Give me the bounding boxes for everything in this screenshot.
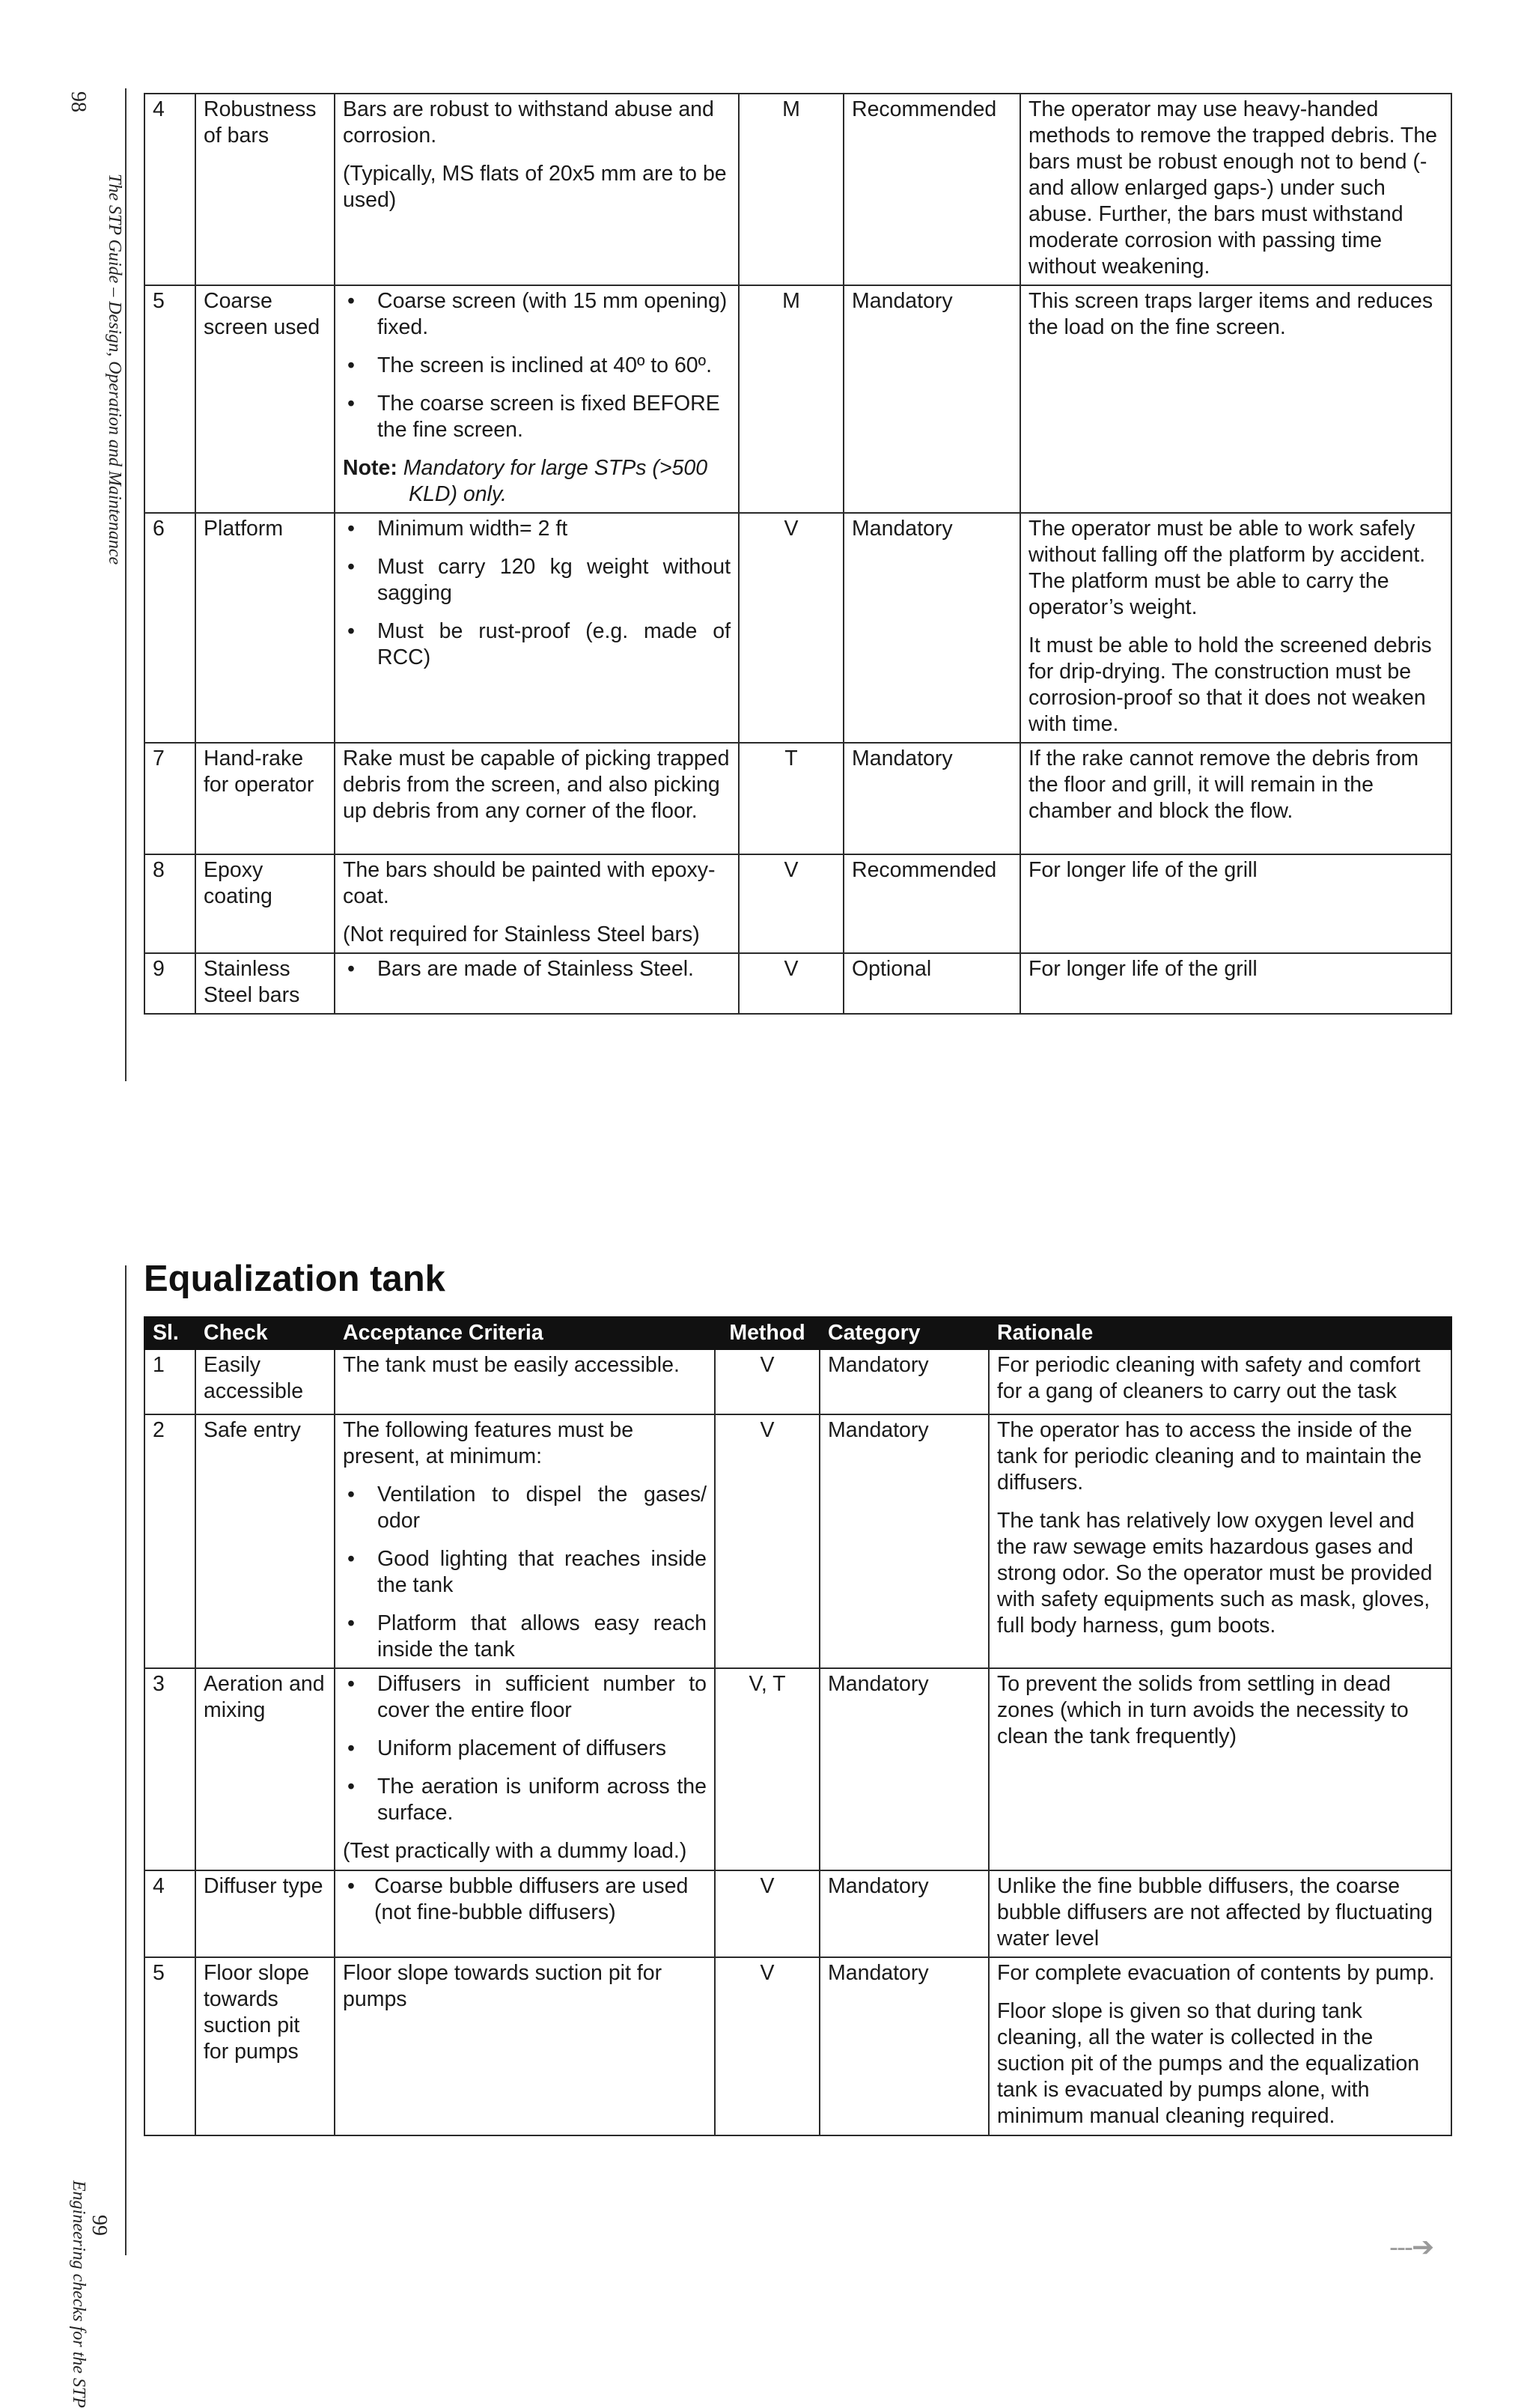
check-name: Platform xyxy=(195,513,335,743)
method: V xyxy=(715,1957,820,2135)
table-row xyxy=(144,854,1451,953)
method: T xyxy=(739,743,844,854)
criteria-text: The following features must be present, at minimum: xyxy=(343,1418,634,1468)
criteria-bullet: • The coarse screen is fixed BEFORE the fine screen. xyxy=(343,391,731,443)
header-rationale: Rationale xyxy=(989,1317,1451,1349)
criteria-text: (Typically, MS flats of 20x5 mm are to be used) xyxy=(343,162,727,212)
row-number: 3 xyxy=(144,1668,195,1870)
header-check: Check xyxy=(195,1317,335,1349)
category: Recommended xyxy=(844,854,1020,953)
rationale xyxy=(989,1414,1451,1668)
category: Mandatory xyxy=(844,513,1020,743)
header-method: Method xyxy=(715,1317,820,1349)
rationale-text: For longer life of the grill xyxy=(1028,957,1258,981)
criteria-text: The bars should be painted with epoxy-coat. xyxy=(343,858,716,908)
rationale-text: This screen traps larger items and reduces the load on the fine screen. xyxy=(1028,289,1433,339)
row-number: 4 xyxy=(144,1870,195,1957)
criteria-bullet: • The screen is inclined at 40º to 60º. xyxy=(343,353,731,379)
row-number: 7 xyxy=(144,743,195,854)
rationale-text: It must be able to hold the screened debris for drip-drying. The construction must be corrosion-proof so that it does not weaken with time. xyxy=(1028,633,1432,736)
check-name: Easily accessible xyxy=(195,1349,335,1414)
method: V xyxy=(715,1870,820,1957)
acceptance-criteria xyxy=(335,1414,715,1668)
screen-checks-table xyxy=(144,93,1452,1015)
note-label: Note: xyxy=(343,456,397,480)
rationale-text: The tank has relatively low oxygen level and the raw sewage emits hazardous gases and strong odor. So the operator must be provided with safety equipments such as mask, gloves, full body harness, gum boots. xyxy=(997,1509,1433,1638)
rationale xyxy=(989,1668,1451,1870)
rationale-text: For complete evacuation of contents by pump. xyxy=(997,1961,1435,1985)
row-number: 2 xyxy=(144,1414,195,1668)
acceptance-criteria xyxy=(335,285,739,513)
category: Mandatory xyxy=(820,1957,989,2135)
right-margin-rule xyxy=(125,1265,127,2255)
criteria-bullet: • Must be rust-proof (e.g. made of RCC) xyxy=(343,618,731,671)
criteria-text: (Not required for Stainless Steel bars) xyxy=(343,922,700,946)
acceptance-criteria xyxy=(335,953,739,1014)
check-name: Robustness of bars xyxy=(195,94,335,285)
rationale-text: The operator may use heavy-handed methods to remove the trapped debris. The bars must be robust enough not to bend (-and allow enlarged gaps-) under such abuse. Further, the bars must withstand moderate corrosion with passing time without weakening. xyxy=(1028,97,1438,279)
criteria-bullet: • Coarse screen (with 15 mm opening) fixed. xyxy=(343,288,731,341)
criteria-bullet: • The aeration is uniform across the surface. xyxy=(343,1774,707,1826)
acceptance-criteria xyxy=(335,854,739,953)
table-row xyxy=(144,1349,1451,1414)
criteria-text: The tank must be easily accessible. xyxy=(343,1353,680,1377)
page-number-left: 98 xyxy=(67,91,90,112)
table-row xyxy=(144,953,1451,1014)
rationale xyxy=(989,1957,1451,2135)
acceptance-criteria xyxy=(335,743,739,854)
table-row xyxy=(144,743,1451,854)
category: Mandatory xyxy=(844,285,1020,513)
rationale xyxy=(989,1870,1451,1957)
rationale xyxy=(1020,743,1451,854)
criteria-text: Bars are robust to withstand abuse and corrosion. xyxy=(343,97,714,148)
table-row xyxy=(144,285,1451,513)
rationale-text: For longer life of the grill xyxy=(1028,858,1258,882)
header-sl: Sl. xyxy=(144,1317,195,1349)
check-name: Diffuser type xyxy=(195,1870,335,1957)
category: Mandatory xyxy=(820,1414,989,1668)
continue-arrow-icon: ---➔ xyxy=(1389,2231,1433,2262)
criteria-bullet: • Good lighting that reaches inside the tank xyxy=(343,1546,707,1599)
criteria-bullet: • Bars are made of Stainless Steel. xyxy=(343,956,731,982)
acceptance-criteria xyxy=(335,1957,715,2135)
row-number: 6 xyxy=(144,513,195,743)
category: Mandatory xyxy=(820,1668,989,1870)
rationale xyxy=(1020,854,1451,953)
table-row xyxy=(144,1668,1451,1870)
row-number: 5 xyxy=(144,1957,195,2135)
rationale xyxy=(1020,94,1451,285)
check-name: Stainless Steel bars xyxy=(195,953,335,1014)
row-number: 5 xyxy=(144,285,195,513)
table-header-row xyxy=(144,1317,1451,1349)
rationale xyxy=(989,1349,1451,1414)
criteria-text: Floor slope towards suction pit for pumps xyxy=(343,1961,662,2011)
method: V xyxy=(715,1349,820,1414)
table-row xyxy=(144,1870,1451,1957)
rationale xyxy=(1020,513,1451,743)
equalization-checks-table xyxy=(144,1316,1452,2136)
check-name: Coarse screen used xyxy=(195,285,335,513)
rationale xyxy=(1020,953,1451,1014)
header-category: Category xyxy=(820,1317,989,1349)
row-number: 1 xyxy=(144,1349,195,1414)
category: Mandatory xyxy=(820,1870,989,1957)
acceptance-criteria xyxy=(335,1668,715,1870)
criteria-bullet: • Platform that allows easy reach inside the tank xyxy=(343,1611,707,1663)
rationale-text: To prevent the solids from settling in dead zones (which in turn avoids the necessity to clean the tank frequently) xyxy=(997,1672,1409,1748)
criteria-note xyxy=(343,455,731,508)
criteria-bullet: • Coarse bubble diffusers are used (not fine-bubble diffusers) xyxy=(343,1873,707,1926)
category: Optional xyxy=(844,953,1020,1014)
method: M xyxy=(739,94,844,285)
method: V xyxy=(739,953,844,1014)
category: Mandatory xyxy=(820,1349,989,1414)
table-row xyxy=(144,1414,1451,1668)
criteria-bullet: • Uniform placement of diffusers xyxy=(343,1736,707,1762)
criteria-text: (Test practically with a dummy load.) xyxy=(343,1839,687,1863)
row-number: 4 xyxy=(144,94,195,285)
acceptance-criteria xyxy=(335,1870,715,1957)
check-name: Hand-rake for operator xyxy=(195,743,335,854)
running-title-left: The STP Guide – Design, Operation and Maintenance xyxy=(105,174,124,565)
acceptance-criteria xyxy=(335,513,739,743)
page-number-right: 99 xyxy=(88,2215,111,2236)
acceptance-criteria xyxy=(335,1349,715,1414)
row-number: 9 xyxy=(144,953,195,1014)
criteria-text: Rake must be capable of picking trapped debris from the screen, and also picking up debris from any corner of the floor. xyxy=(343,747,730,823)
row-number: 8 xyxy=(144,854,195,953)
check-name: Floor slope towards suction pit for pumps xyxy=(195,1957,335,2135)
acceptance-criteria xyxy=(335,94,739,285)
section-title: Equalization tank xyxy=(144,1259,445,1299)
table-row xyxy=(144,513,1451,743)
criteria-bullet: • Must carry 120 kg weight without sagging xyxy=(343,554,731,606)
rationale-text: Unlike the fine bubble diffusers, the coarse bubble diffusers are not affected by fluctuating water level xyxy=(997,1874,1433,1951)
rationale xyxy=(1020,285,1451,513)
check-name: Safe entry xyxy=(195,1414,335,1668)
rationale-text: Floor slope is given so that during tank cleaning, all the water is collected in the suction pit of the pumps and the equalization tank is evacuated by pumps alone, with minimum manual cleaning required. xyxy=(997,1999,1420,2128)
check-name: Epoxy coating xyxy=(195,854,335,953)
table-row xyxy=(144,94,1451,285)
criteria-bullet: • Diffusers in sufficient number to cover the entire floor xyxy=(343,1671,707,1724)
rationale-text: The operator must be able to work safely without falling off the platform by accident. The platform must be able to carry the operator’s weight. xyxy=(1028,517,1426,619)
method: V xyxy=(715,1414,820,1668)
category: Recommended xyxy=(844,94,1020,285)
check-name: Aeration and mixing xyxy=(195,1668,335,1870)
criteria-bullet: • Minimum width= 2 ft xyxy=(343,516,731,542)
table-row xyxy=(144,1957,1451,2135)
method: V xyxy=(739,513,844,743)
note-text: Mandatory for large STPs (>500 KLD) only. xyxy=(403,456,708,506)
header-criteria: Acceptance Criteria xyxy=(335,1317,715,1349)
method: M xyxy=(739,285,844,513)
method: V xyxy=(739,854,844,953)
left-margin-rule xyxy=(125,88,127,1081)
category: Mandatory xyxy=(844,743,1020,854)
method: V, T xyxy=(715,1668,820,1870)
rationale-text: If the rake cannot remove the debris from the floor and grill, it will remain in the chamber and block the flow. xyxy=(1028,747,1419,823)
criteria-bullet: • Ventilation to dispel the gases/ odor xyxy=(343,1482,707,1534)
rationale-text: For periodic cleaning with safety and comfort for a gang of cleaners to carry out the task xyxy=(997,1353,1421,1403)
rationale-text: The operator has to access the inside of the tank for periodic cleaning and to maintain the diffusers. xyxy=(997,1418,1422,1495)
running-title-right: Engineering checks for the STP xyxy=(69,2180,88,2408)
